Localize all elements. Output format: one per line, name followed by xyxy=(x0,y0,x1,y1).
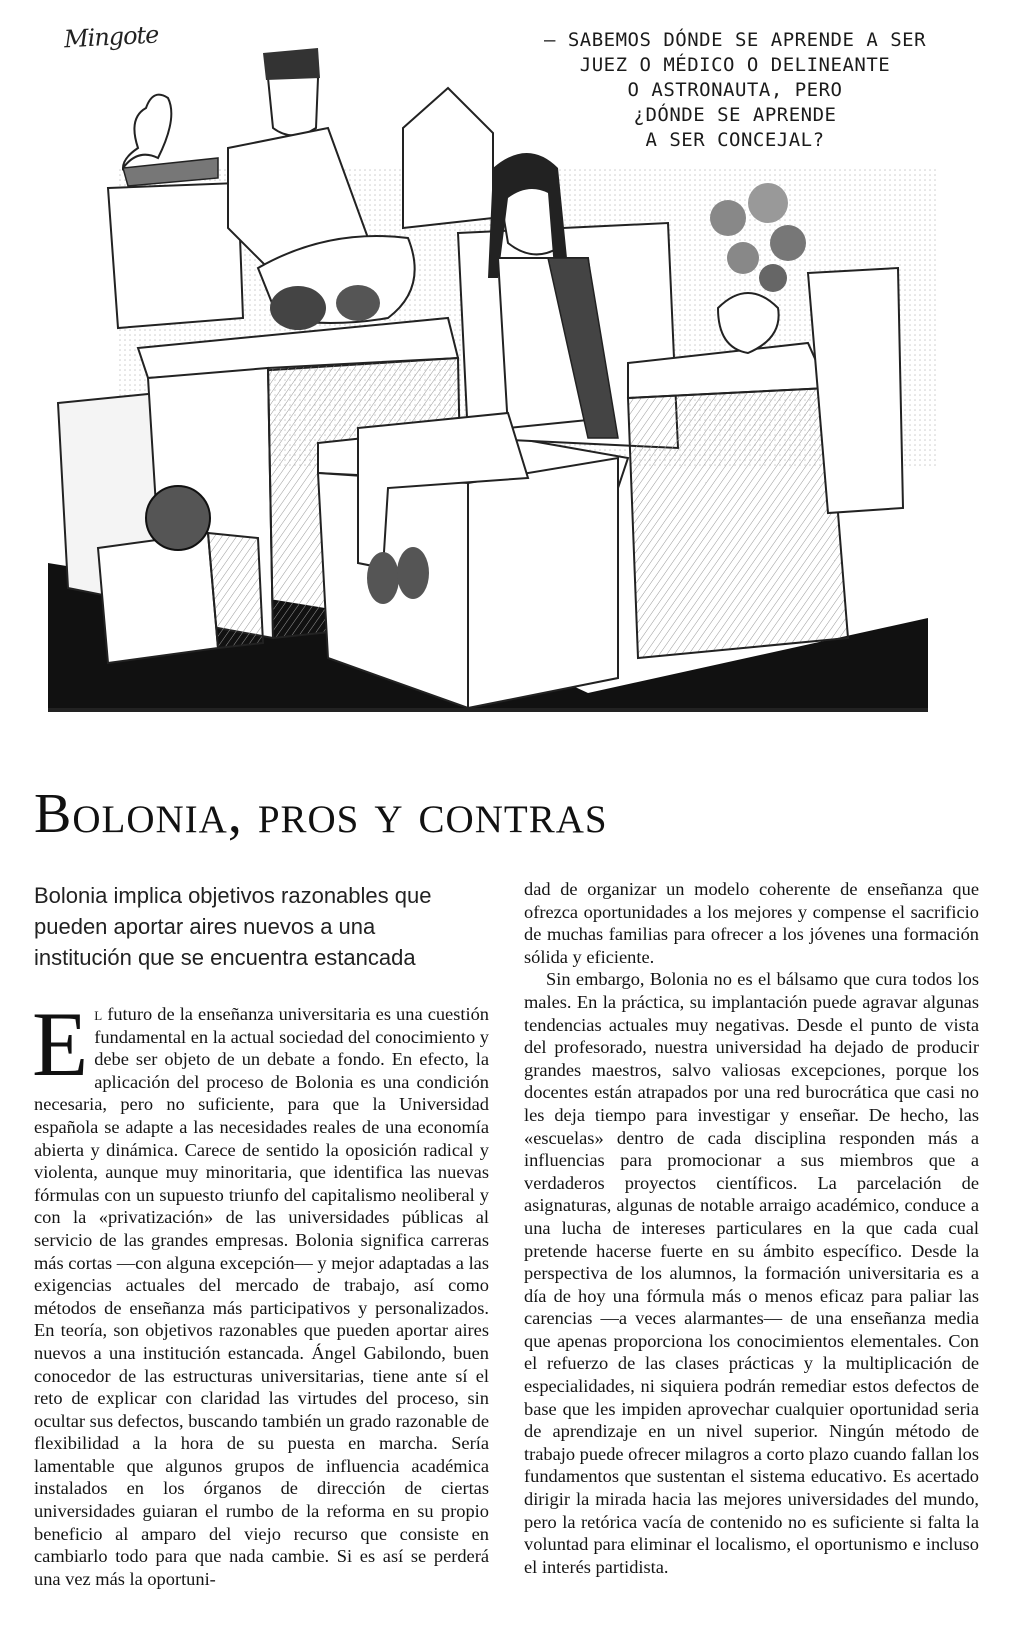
article-body-right xyxy=(524,878,979,1578)
paragraph-1-text: futuro de la enseñanza universitaria es una cuestión fundamental en la actual sociedad del conocimiento y debe ser objeto de un debate a fondo. En efecto, la aplicación del proceso de Bolonia es una condición necesaria, pero no suficiente, para que la Universidad española se adapte a las necesidades reales de una economía abierta y dinámica. Carece de sentido la oposición radical y violenta, aunque muy minoritaria, que identifica las nuevas fórmulas con un supuesto triunfo del capitalismo neoliberal y con la «privatización» de las universidades públicas al servicio de las grandes empresas. Bolonia significa carreras más cortas —con alguna excepción— y mejor adaptadas a las exigencias actuales del mercado de trabajo, así como métodos de enseñanza más participativos y personalizados. En teoría, son objetivos razonables que pueden aportar aires nuevos a una institución estancada. Ángel Gabilondo, buen conocedor de las estructuras universitarias, tiene ante sí el reto de explicar con claridad las virtudes del proceso, sin ocultar sus defectos, buscando también un grado razonable de flexibilidad a la hora de su puesta en marcha. Sería lamentable que algunos grupos de influencia académica instalados en los órganos de dirección de ciertas universidades guiaran el rumbo de la reforma en su propio beneficio al amparo del viejo recurso que consiste en cambiarlo todo para que nada cambie. Si es así se perderá una vez más la oportuni- xyxy=(34,1004,490,1589)
drop-cap: E xyxy=(32,993,89,1095)
speech-line: A SER CONCEJAL? xyxy=(645,129,825,151)
article-headline: Bolonia, pros y contras xyxy=(34,783,608,845)
speech-line: O ASTRONAUTA, PERO xyxy=(627,79,843,101)
paragraph-1 xyxy=(32,993,490,1590)
left-column xyxy=(34,880,489,1590)
article-deck: Bolonia implica objetivos razonables que pueden aportar aires nuevos a una institución que se encuentra estancada xyxy=(34,883,432,970)
article-body-left xyxy=(32,993,490,1590)
speech-line: JUEZ O MÉDICO O DELINEANTE xyxy=(579,54,891,76)
cartoonist-signature: Mingote xyxy=(63,20,160,54)
speech-bubble xyxy=(500,28,970,153)
paragraph-1-continued: dad de organizar un modelo coherente de enseñanza que ofrezca oportunidades a los mejores y compense el sacrificio de muchas familias para ofrecer a los jóvenes una formación sólida y eficiente. xyxy=(524,879,979,967)
paragraph-2: Sin embargo, Bolonia no es el bálsamo que cura todos los males. En la práctica, su implantación puede agravar algunas tendencias actuales muy negativas. Desde el punto de vista del profesorado, nuestra universidad ha dejado de producir grandes maestros, salvo valiosas excepciones, porque los docentes están atrapados por una red burocrática que casi no les deja tiempo para investigar y enseñar. De hecho, las «escuelas» dentro de cada disciplina responden más a influencias para promocionar a sus miembros que a verdaderos proyectos científicos. La parcelación de asignaturas, algunas de notable arraigo académico, conduce a una lucha de intereses particulares en la que cada cual pretende hacerse fuerte en su ámbito específico. Desde la perspectiva de los alumnos, la formación universitaria es a día de hoy una fórmula más o menos eficaz para paliar las carencias —a veces alarmantes— de una enseñanza media que apenas proporciona los conocimientos elementales. Con el refuerzo de las clases prácticas y la multiplicación de especialidades, ni siquiera podrán remediar estos defectos de base que les impiden aprovechar cualquier oportunidad seria de aprendizaje en un nivel superior. Ningún método de trabajo puede ofrecer milagros a corto plazo cuando fallan los fundamentos que sustentan el sistema educativo. Es acertado dirigir la mirada hacia las mejores universidades del mundo, pero la retórica vacía de contenido no es suficiente si falta la voluntad para eliminar el localismo, el oportunismo e incluso el interés partidista. xyxy=(524,969,979,1577)
lead-word: l xyxy=(94,1004,103,1024)
speech-line: – SABEMOS DÓNDE SE APRENDE A SER xyxy=(543,29,927,51)
speech-line: ¿DÓNDE SE APRENDE xyxy=(633,104,837,126)
right-column xyxy=(524,878,979,1578)
